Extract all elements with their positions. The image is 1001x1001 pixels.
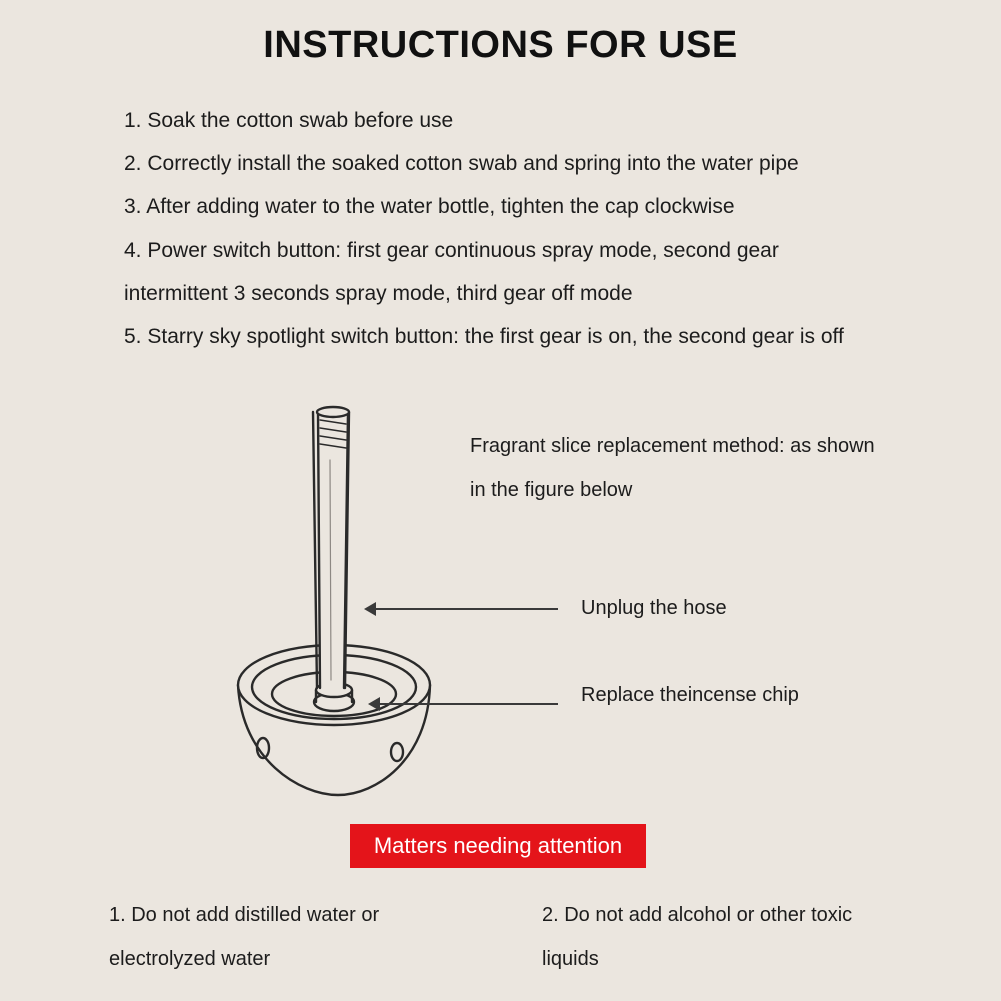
- step-5: 5. Starry sky spotlight switch button: the first gear is on, the second gear is off: [124, 325, 844, 349]
- attention-note-1: 1. Do not add distilled water or electrolyzed water: [109, 904, 380, 970]
- step-4: 4. Power switch button: first gear continuous spray mode, second gear intermittent 3 seconds spray mode, third gear off mode: [124, 238, 779, 305]
- step-1: 1. Soak the cotton swab before use: [124, 109, 454, 132]
- label-replace-incense-chip: Replace theincense chip: [581, 684, 799, 706]
- page-title: INSTRUCTIONS FOR USE: [263, 24, 738, 66]
- attention-note-2: 2. Do not add alcohol or other toxic liquids: [542, 904, 853, 970]
- attention-heading: Matters needing attention: [350, 824, 646, 868]
- step-2: 2. Correctly install the soaked cotton swab and spring into the water pipe: [124, 152, 799, 176]
- step-3: 3. After adding water to the water bottle, tighten the cap clockwise: [124, 195, 735, 219]
- label-unplug-hose: Unplug the hose: [581, 597, 727, 619]
- figure-caption: Fragrant slice replacement method: as shown in the figure below: [470, 435, 875, 501]
